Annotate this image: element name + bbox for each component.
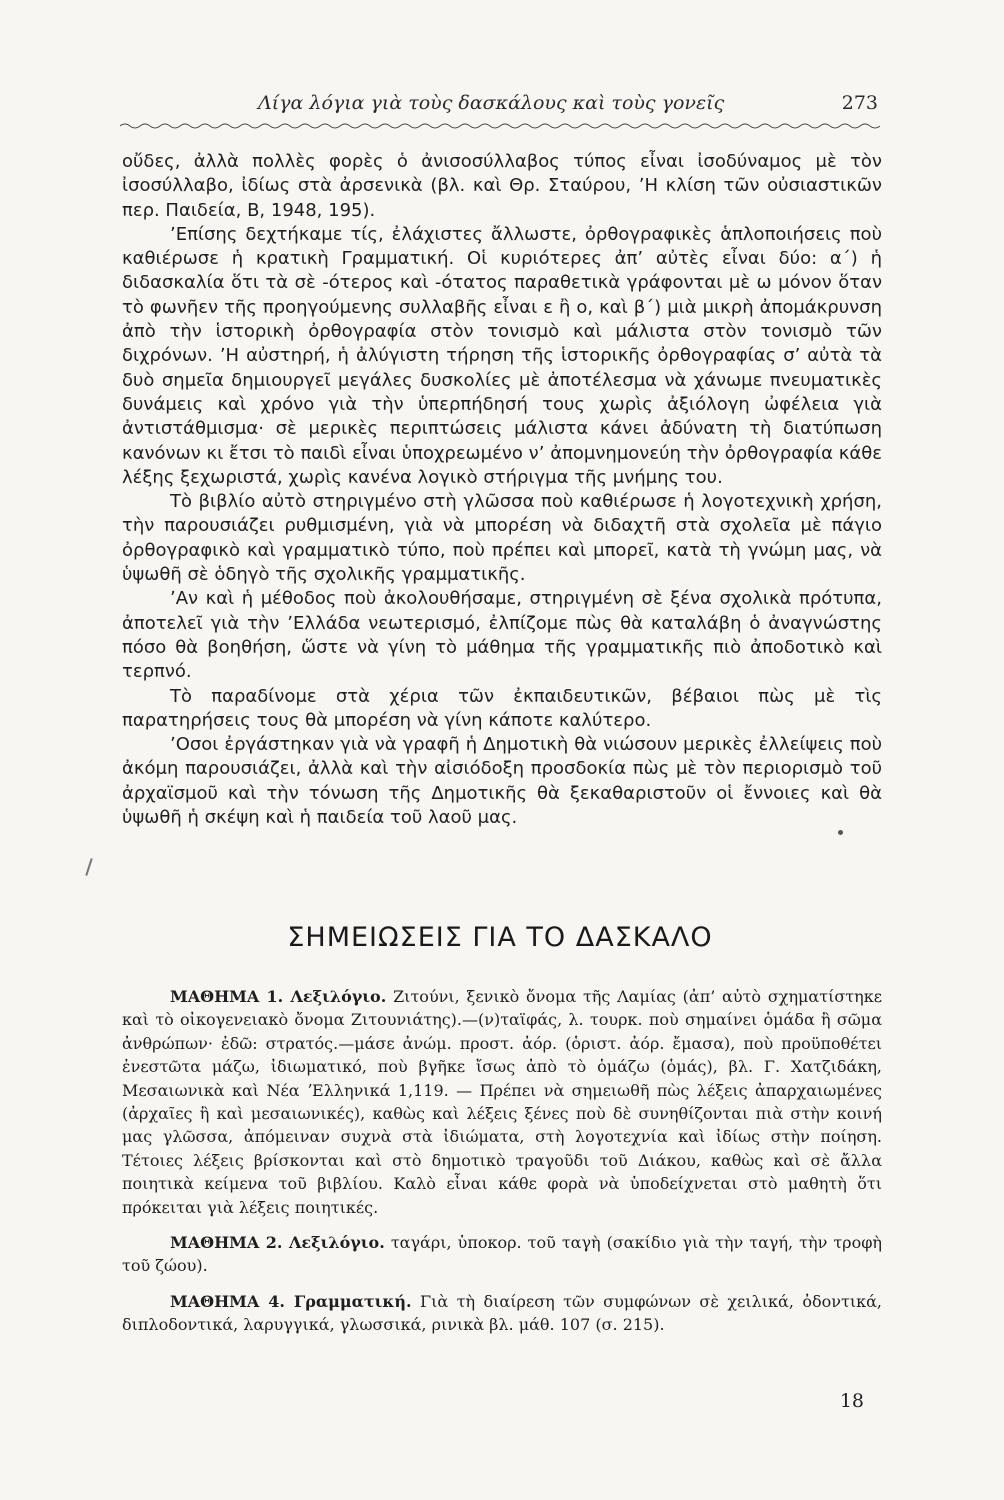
note-label: ΜΑΘΗΜΑ 2. Λεξιλόγιο. — [170, 1233, 385, 1253]
paragraph: ʼΟσοι ἐργάστηκαν γιὰ νὰ γραφῆ ἡ Δημοτικὴ θὰ νιώσουν μερικὲς ἐλλείψεις ποὺ ἀκόμη παρουσιάζει, ἀλλὰ καὶ τὴν αἰσιόδοξη προσδοκία πὼς μὲ τὸν περιορισμὸ τοῦ ἀρχαϊσμοῦ καὶ τὴν τόνωση τῆς Δημοτικῆς θὰ ξεκαθαριστοῦν οἱ ἔννοιες καὶ θὰ ὑψωθῆ ἡ σκέψη καὶ ἡ παιδεία τοῦ λαοῦ μας. — [122, 734, 882, 829]
paragraph: οὔδες, ἀλλὰ πολλὲς φορὲς ὁ ἀνισοσύλλαβος τύπος εἶναι ἰσοδύναμος μὲ τὸν ἰσοσύλλαβο, ἰδίως στὰ ἀρσενικὰ (βλ. καὶ Θρ. Σταύρου, ʼΗ κλίση τῶν οὐσιαστικῶν περ. Παιδεία, Β, 1948, 195). — [122, 151, 882, 221]
note-label: ΜΑΘΗΜΑ 4. Γραμματική. — [170, 1291, 412, 1311]
teacher-notes — [122, 985, 882, 1349]
print-mark — [85, 858, 92, 876]
note-item — [122, 1231, 882, 1278]
paragraph: ʼΕπίσης δεχτήκαμε τίς, ἐλάχιστες ἄλλωστε, ὀρθογραφικὲς ἁπλοποιήσεις ποὺ καθιέρωσε ἡ κρατικὴ Γραμματική. Οἱ κυριότερες ἀπ’ αὐτὲς εἶναι δύο: α΄) ἡ διδασκαλία ὅτι τὰ σὲ -ότερος καὶ -ότατος παραθετικὰ γράφονται μὲ ω μόνον ὅταν τὸ φωνῆεν τῆς προηγούμενης συλλαβῆς εἶναι ε ἢ ο, καὶ β΄) μιὰ μικρὴ ἀπομάκρυνση ἀπὸ τὴν ἱστορικὴ ὀρθογραφία στὸν τονισμὸ καὶ μάλιστα στὸν τονισμὸ τῶν διχρόνων. ʼΗ αὐστηρή, ἡ ἀλύγιστη τήρηση τῆς ἱστορικῆς ὀρθογραφίας σ’ αὐτὰ τὰ δυὸ σημεῖα δημιουργεῖ μεγάλες δυσκολίες μὲ ἀποτέλεσμα νὰ χάνωμε πνευματικὲς δυνάμεις καὶ χρόνο γιὰ τὴν ὑπερπήδησή τους χωρὶς ἀξιόλογη ὠφέλεια γιὰ ἀντιστάθμισμα· σὲ μερικὲς περιπτώσεις μάλιστα κάνει ἀδύνατη τὴ διατύπωση κανόνων κι ἔτσι τὸ παιδὶ εἶναι ὑποχρεωμένο ν’ ἀπομνημονεύη τὴν ὀρθογραφία κάθε λέξης ξεχωριστά, χωρὶς κανένα λογικὸ στήριγμα τῆς μνήμης του. — [122, 223, 882, 488]
note-text: Ζιτούνι, ξενικὸ ὄνομα τῆς Λαμίας (ἀπ’ αὐτὸ σχηματίστηκε καὶ τὸ οἰκογενειακὸ ὄνομα Ζιτουνιάτης).—(ν)ταϊφάς, λ. τουρκ. ποὺ σημαίνει ὁμάδα ἢ σῶμα ἀνθρώπων· ἐδῶ: στρατός.—μάσε ἀνώμ. προστ. ἀόρ. (ὁριστ. ἀόρ. ἔμασα), ποὺ προϋποθέτει ἐνεστῶτα μάζω, ἰδιωματικό, ποὺ βγῆκε ἴσως ἀπὸ τὸ ὁμάζω (ὁμάς), βλ. Γ. Χατζιδάκη, Μεσαιωνικὰ καὶ Νέα ʼΕλληνικά 1,119. — Πρέπει νὰ σημειωθῆ πὼς λέξεις ἀπαρχαιωμένες (ἀρχαῖες ἢ καὶ μεσαιωνικές), καθὼς καὶ λέξεις ξένες ποὺ δὲ συνηθίζονται πιὰ στὴν κοινή μας γλῶσσα, ἀπόμειναν συχνὰ στὰ ἰδιώματα, στὴ λογοτεχνία καὶ ἰδίως στὴν ποίηση. Τέτοιες λέξεις βρίσκονται καὶ στὸ δημοτικὸ τραγοῦδι τοῦ Διάκου, καθὼς καὶ σὲ ἄλλα ποιητικὰ κείμενα τοῦ βιβλίου. Καλὸ εἶναι κάθε φορὰ νὰ ὑποδείχνεται στὸ μαθητὴ ὅτι πρόκειται γιὰ λέξεις ποιητικές. — [122, 987, 883, 1217]
note-label: ΜΑΘΗΜΑ 1. Λεξιλόγιο. — [170, 987, 387, 1006]
note-item — [122, 1290, 882, 1337]
paragraph: Τὸ βιβλίο αὐτὸ στηριγμένο στὴ γλῶσσα ποὺ καθιέρωσε ἡ λογοτεχνικὴ χρήση, τὴν παρουσιάζει ρυθμισμένη, γιὰ νὰ μπορέση νὰ διδαχτῆ στὰ σχολεῖα μὲ πάγιο ὀρθογραφικὸ καὶ γραμματικὸ τύπο, ποὺ πρέπει καὶ μπορεῖ, κατὰ τὴ γνώμη μας, νὰ ὑψωθῆ σὲ ὁδηγὸ τῆς σχολικῆς γραμματικῆς. — [122, 491, 882, 586]
note-text: ταγάρι, ὑποκορ. τοῦ ταγὴ (σακίδιο γιὰ τὴν ταγή, τὴν τροφὴ τοῦ ζώου). — [122, 1233, 882, 1276]
running-title: Λίγα λόγια γιὰ τοὺς δασκάλους καὶ τοὺς γονεῖς — [258, 92, 725, 114]
paragraph: ʼΑν καὶ ἡ μέθοδος ποὺ ἀκολουθήσαμε, στηριγμένη σὲ ξένα σχολικὰ πρότυπα, ἀποτελεῖ γιὰ τὴν ʼΕλλάδα νεωτερισμό, ἐλπίζομε πὼς θὰ καταλάβη ὁ ἀναγνώστης πόσο θὰ βοηθήση, ὥστε νὰ γίνη τὸ μάθημα τῆς γραμματικῆς πιὸ ἀποδοτικὸ καὶ τερπνό. — [122, 588, 882, 683]
wavy-rule — [120, 122, 880, 130]
page-number: 273 — [841, 92, 878, 114]
note-text: Γιὰ τὴ διαίρεση τῶν συμφώνων σὲ χειλικά, ὀδοντικά, διπλοδοντικά, λαρυγγικά, γλωσσικά, ρινικὰ βλ. μάθ. 107 (σ. 215). — [122, 1291, 882, 1335]
paragraph: Τὸ παραδίνομε στὰ χέρια τῶν ἐκπαιδευτικῶν, βέβαιοι πὼς μὲ τὶς παρατηρήσεις τους θὰ μπορέση νὰ γίνη κάποτε καλύτερο. — [122, 685, 882, 731]
note-item — [122, 985, 882, 1219]
section-heading: ΣΗΜΕΙΩΣΕΙΣ ΓΙΑ ΤΟ ΔΑΣΚΑΛΟ — [287, 922, 713, 953]
body-text — [122, 150, 882, 830]
sheet-number: 18 — [839, 1390, 864, 1412]
print-speck — [838, 830, 843, 835]
